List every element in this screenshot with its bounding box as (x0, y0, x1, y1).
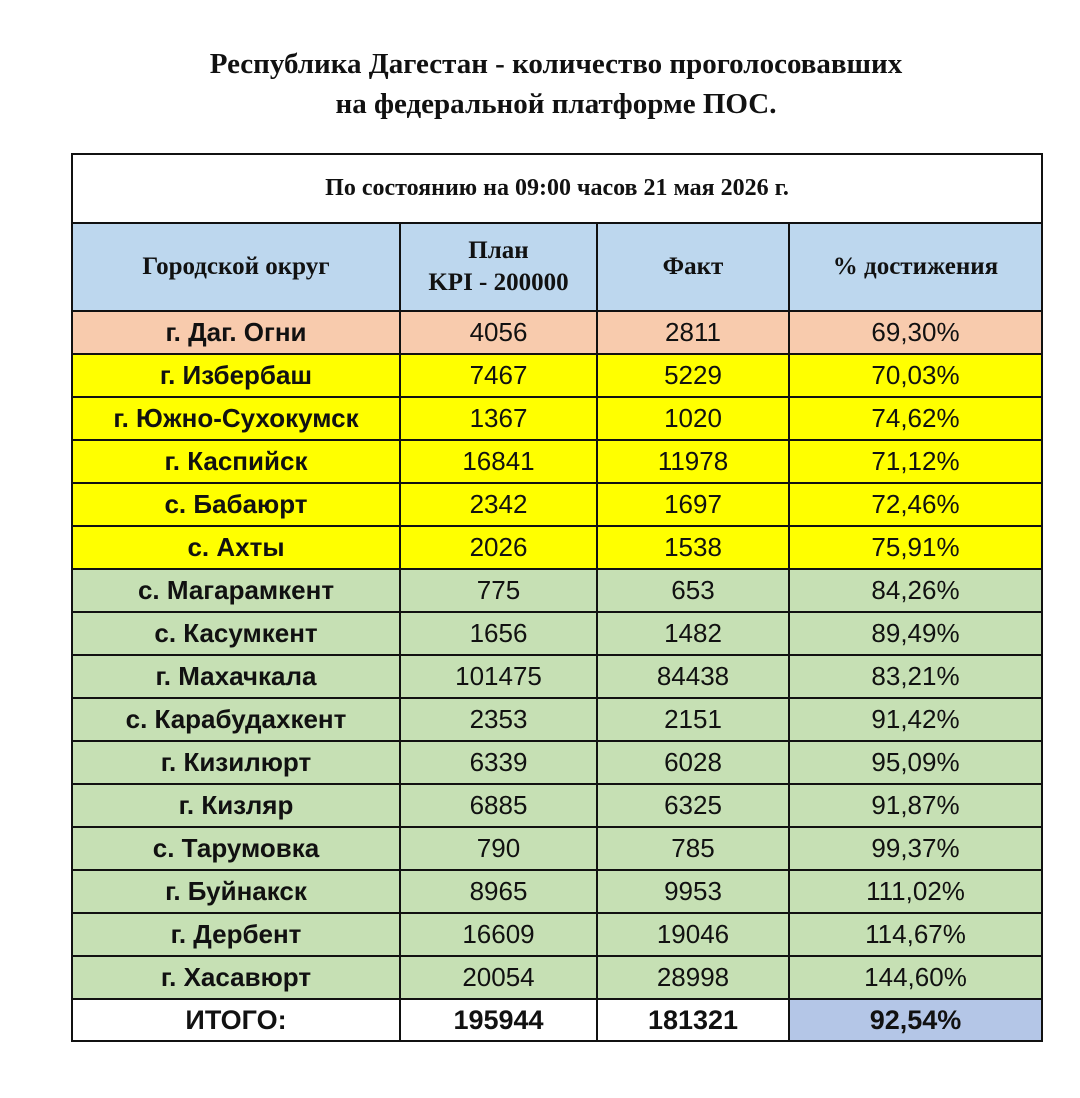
table-row (72, 397, 1042, 440)
table-row (72, 827, 1042, 870)
cell-plan: 2353 (400, 698, 597, 741)
total-plan: 195944 (400, 999, 597, 1041)
cell-percent: 144,60% (789, 956, 1042, 999)
cell-district: с. Ахты (72, 526, 400, 569)
cell-district: г. Кизляр (72, 784, 400, 827)
status-cell: По состоянию на 09:00 часов 21 мая 2026 г. (72, 154, 1042, 223)
cell-plan: 8965 (400, 870, 597, 913)
header-plan (400, 223, 597, 311)
cell-plan: 790 (400, 827, 597, 870)
header-plan-line-1: План (468, 237, 529, 264)
table-row (72, 354, 1042, 397)
cell-district: с. Тарумовка (72, 827, 400, 870)
cell-percent: 91,42% (789, 698, 1042, 741)
page-title (0, 44, 1080, 124)
table-row (72, 311, 1042, 354)
cell-percent: 74,62% (789, 397, 1042, 440)
cell-plan: 1656 (400, 612, 597, 655)
cell-fact: 11978 (597, 440, 789, 483)
cell-fact: 1538 (597, 526, 789, 569)
cell-fact: 1020 (597, 397, 789, 440)
cell-percent: 72,46% (789, 483, 1042, 526)
total-fact: 181321 (597, 999, 789, 1041)
cell-percent: 89,49% (789, 612, 1042, 655)
cell-percent: 95,09% (789, 741, 1042, 784)
header-percent: % достижения (789, 223, 1042, 311)
cell-fact: 5229 (597, 354, 789, 397)
cell-percent: 84,26% (789, 569, 1042, 612)
cell-district: г. Южно-Сухокумск (72, 397, 400, 440)
header-fact: Факт (597, 223, 789, 311)
total-percent: 92,54% (789, 999, 1042, 1041)
cell-fact: 1697 (597, 483, 789, 526)
header-row (72, 223, 1042, 311)
header-district: Городской округ (72, 223, 400, 311)
cell-plan: 20054 (400, 956, 597, 999)
cell-fact: 653 (597, 569, 789, 612)
cell-fact: 2151 (597, 698, 789, 741)
table-row (72, 655, 1042, 698)
header-plan-line-2: KPI - 200000 (428, 269, 569, 296)
cell-fact: 2811 (597, 311, 789, 354)
cell-percent: 69,30% (789, 311, 1042, 354)
cell-fact: 19046 (597, 913, 789, 956)
cell-fact: 28998 (597, 956, 789, 999)
cell-district: г. Махачкала (72, 655, 400, 698)
cell-district: с. Магарамкент (72, 569, 400, 612)
cell-plan: 4056 (400, 311, 597, 354)
table-row (72, 483, 1042, 526)
cell-district: с. Карабудахкент (72, 698, 400, 741)
table-row (72, 784, 1042, 827)
cell-district: с. Касумкент (72, 612, 400, 655)
title-line-2: на федеральной платформе ПОС. (335, 88, 777, 120)
title-line-1: Республика Дагестан - количество проголосовавших (209, 48, 903, 80)
table-row (72, 569, 1042, 612)
cell-district: г. Избербаш (72, 354, 400, 397)
table-row (72, 870, 1042, 913)
cell-plan: 16609 (400, 913, 597, 956)
cell-fact: 84438 (597, 655, 789, 698)
cell-plan: 6339 (400, 741, 597, 784)
cell-percent: 99,37% (789, 827, 1042, 870)
cell-plan: 1367 (400, 397, 597, 440)
status-row (72, 154, 1042, 223)
cell-plan: 101475 (400, 655, 597, 698)
cell-percent: 75,91% (789, 526, 1042, 569)
table-row (72, 612, 1042, 655)
results-table (71, 153, 1043, 1042)
cell-percent: 71,12% (789, 440, 1042, 483)
cell-plan: 2342 (400, 483, 597, 526)
cell-district: г. Каспийск (72, 440, 400, 483)
cell-percent: 91,87% (789, 784, 1042, 827)
cell-plan: 7467 (400, 354, 597, 397)
cell-district: г. Дербент (72, 913, 400, 956)
cell-plan: 2026 (400, 526, 597, 569)
cell-percent: 111,02% (789, 870, 1042, 913)
cell-district: г. Хасавюрт (72, 956, 400, 999)
total-label: ИТОГО: (72, 999, 400, 1041)
table-row (72, 956, 1042, 999)
table-row (72, 440, 1042, 483)
cell-plan: 6885 (400, 784, 597, 827)
total-row (72, 999, 1042, 1041)
table-row (72, 526, 1042, 569)
cell-district: г. Даг. Огни (72, 311, 400, 354)
cell-fact: 1482 (597, 612, 789, 655)
table-row (72, 698, 1042, 741)
cell-percent: 70,03% (789, 354, 1042, 397)
cell-district: г. Кизилюрт (72, 741, 400, 784)
cell-plan: 16841 (400, 440, 597, 483)
table-row (72, 913, 1042, 956)
cell-percent: 114,67% (789, 913, 1042, 956)
cell-fact: 9953 (597, 870, 789, 913)
table-row (72, 741, 1042, 784)
cell-district: с. Бабаюрт (72, 483, 400, 526)
cell-district: г. Буйнакск (72, 870, 400, 913)
cell-fact: 6325 (597, 784, 789, 827)
cell-plan: 775 (400, 569, 597, 612)
cell-fact: 6028 (597, 741, 789, 784)
cell-percent: 83,21% (789, 655, 1042, 698)
cell-fact: 785 (597, 827, 789, 870)
